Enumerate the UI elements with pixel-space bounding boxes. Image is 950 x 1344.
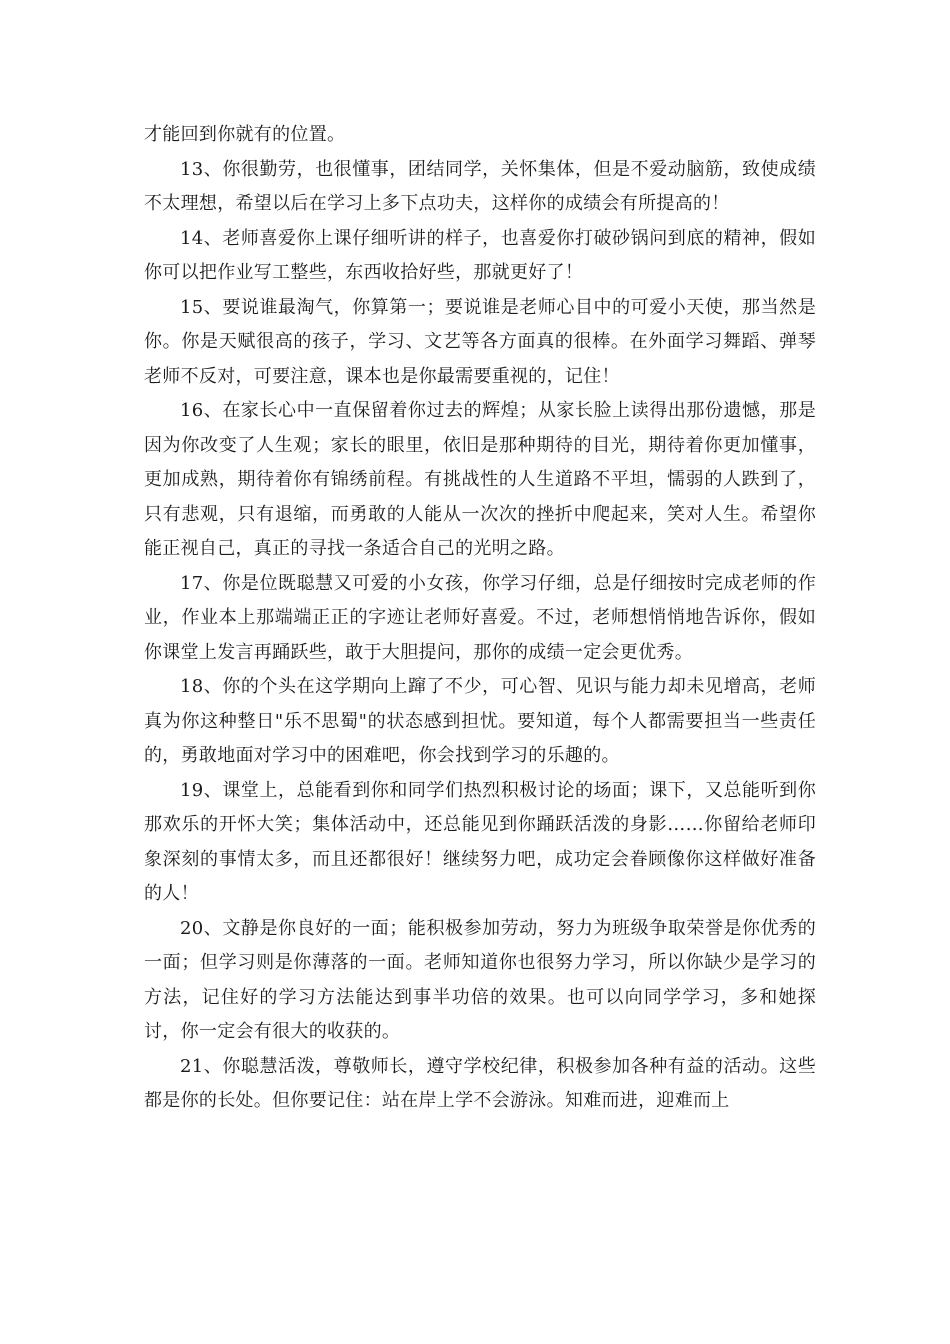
paragraph-18: 18、你的个头在这学期向上蹿了不少，可心智、见识与能力却未见增高，老师真为你这种整日"乐不思蜀"的状态感到担忧。要知道，每个人都需要担当一些责任的，勇敢地面对学习中的困难吧，你会找到学习的乐趣的。 [144,676,816,766]
paragraph-20: 20、文静是你良好的一面；能积极参加劳动，努力为班级争取荣誉是你优秀的一面；但学习则是你薄落的一面。老师知道你也很努力学习，所以你缺少是学习的方法，记住好的学习方法能达到事半功倍的效果。也可以向同学学习，多和她探讨，你一定会有很大的收获的。 [144,917,816,1042]
paragraph-19: 19、课堂上，总能看到你和同学们热烈积极讨论的场面；课下，又总能听到你那欢乐的开怀大笑；集体活动中，还总能见到你踊跃活泼的身影……你留给老师印象深刻的事情太多，而且还都很好！继续努力吧，成功定会眷顾像你这样做好准备的人！ [144,779,816,904]
paragraph-13: 13、你很勤劳，也很懂事，团结同学，关怀集体，但是不爱动脑筋，致使成绩不太理想，希望以后在学习上多下点功夫，这样你的成绩会有所提高的！ [144,158,816,214]
document-body [144,118,816,1119]
paragraph-14: 14、老师喜爱你上课仔细听讲的样子，也喜爱你打破砂锅问到底的精神，假如你可以把作业写工整些，东西收拾好些，那就更好了！ [144,227,816,283]
paragraph-17: 17、你是位既聪慧又可爱的小女孩，你学习仔细，总是仔细按时完成老师的作业，作业本上那端端正正的字迹让老师好喜爱。不过，老师想悄悄地告诉你，假如你课堂上发言再踊跃些，敢于大胆提问，那你的成绩一定会更优秀。 [144,572,816,663]
paragraph-15: 15、要说谁最淘气，你算第一；要说谁是老师心目中的可爱小天使，那当然是你。你是天赋很高的孩子，学习、文艺等各方面真的很棒。在外面学习舞蹈、弹琴老师不反对，可要注意，课本也是你最需要重视的，记住！ [144,296,816,387]
paragraph-21: 21、你聪慧活泼，尊敬师长，遵守学校纪律，积极参加各种有益的活动。这些都是你的长处。但你要记住：站在岸上学不会游泳。知难而进，迎难而上 [144,1055,816,1111]
paragraph-continuation: 才能回到你就有的位置。 [144,124,346,145]
paragraph-16: 16、在家长心中一直保留着你过去的辉煌；从家长脸上读得出那份遗憾，那是因为你改变了人生观；家长的眼里，依旧是那种期待的目光，期待着你更加懂事，更加成熟，期待着你有锦绣前程。有挑战性的人生道路不平坦，懦弱的人跌到了，只有悲观，只有退缩，而勇敢的人能从一次次的挫折中爬起来，笑对人生。希望你能正视自己，真正的寻找一条适合自己的光明之路。 [144,400,816,559]
